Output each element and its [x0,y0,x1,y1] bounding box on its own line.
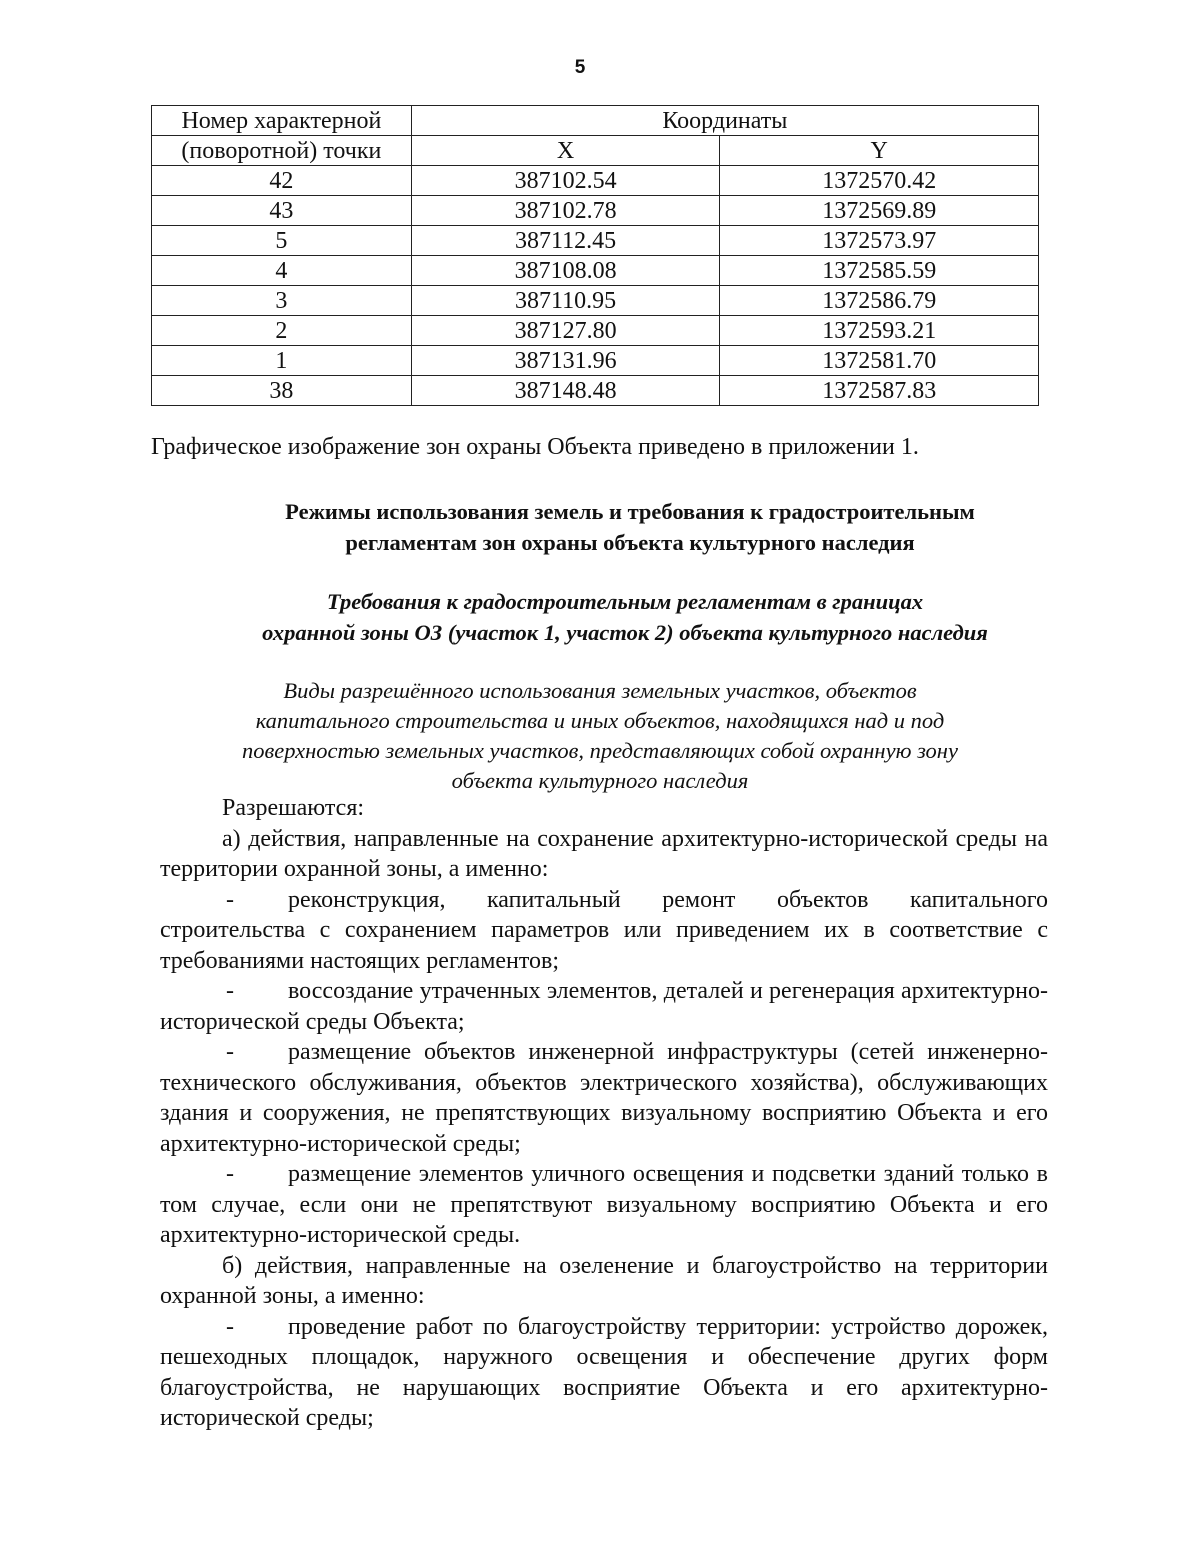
body-text [160,793,1048,1434]
cell-y: 1372586.79 [720,286,1039,316]
table-row [152,166,1039,196]
appendix-caption: Графическое изображение зон охраны Объекта приведено в приложении 1. [151,434,919,460]
usage-types-heading-line: объекта культурного наследия [451,768,749,793]
usage-types-heading-line: поверхностью земельных участков, представляющих собой охранную зону [242,738,958,763]
cell-x: 387148.48 [411,376,720,406]
list-item [160,1037,1048,1159]
cell-y: 1372587.83 [720,376,1039,406]
table-row [152,376,1039,406]
usage-types-heading [160,676,1040,796]
cell-point: 3 [152,286,412,316]
list-item-text: размещение объектов инженерной инфраструктуры (сетей инженерно- технического обслуживания, объектов электрического хозяйства), обслуживающих здания и сооружения, не препятствующих визуальному восприятию Объекта и его архитектурно-исторической среды; [160,1039,1048,1157]
dash-marker: - [226,1161,234,1187]
subsection-heading [150,586,1100,648]
list-item-text: воссоздание утраченных элементов, деталей и регенерация архитектурно-исторической среды Объекта; [160,978,1048,1035]
dash-marker: - [226,886,234,913]
cell-y: 1372569.89 [720,196,1039,226]
cell-y: 1372593.21 [720,316,1039,346]
cell-y: 1372585.59 [720,256,1039,286]
cell-point: 1 [152,346,412,376]
header-y: Y [720,136,1039,166]
cell-y: 1372581.70 [720,346,1039,376]
cell-x: 387108.08 [411,256,720,286]
cell-point: 4 [152,256,412,286]
header-coordinates: Координаты [411,106,1038,136]
cell-point: 43 [152,196,412,226]
section-heading-line: Режимы использования земель и требования к градостроительным [285,499,975,524]
header-point-line2: (поворотной) точки [152,136,412,166]
list-item-text: реконструкция, капитальный ремонт объектов капитального строительства с сохранением параметров или приведением их в соответствие с требованиями настоящих регламентов; [160,886,1048,974]
section-heading [150,496,1110,558]
subsection-heading-line: Требования к градостроительным регламентам в границах [326,589,924,614]
list-item-text: проведение работ по благоустройству территории: устройство дорожек, пешеходных площадок, наружного освещения и обеспечение других форм благоустройства, не нарушающих восприятие Объекта и его архитектурно-исторической среды; [160,1313,1048,1431]
subsection-heading-line: охранной зоны ОЗ (участок 1, участок 2) объекта культурного наследия [262,620,988,645]
page-number: 5 [574,57,586,78]
cell-x: 387102.54 [411,166,720,196]
usage-types-heading-line: Виды разрешённого использования земельных участков, объектов [283,678,917,703]
cell-point: 38 [152,376,412,406]
item-b: б) действия, направленные на озеленение и благоустройство на территории охранной зоны, а именно: [160,1252,1048,1309]
cell-x: 387127.80 [411,316,720,346]
cell-point: 5 [152,226,412,256]
cell-x: 387131.96 [411,346,720,376]
cell-y: 1372573.97 [720,226,1039,256]
table-row [152,286,1039,316]
section-heading-line: регламентам зон охраны объекта культурного наследия [345,530,915,555]
dash-marker: - [226,978,234,1004]
cell-x: 387102.78 [411,196,720,226]
cell-y: 1372570.42 [720,166,1039,196]
table-header-row [152,106,1039,136]
cell-x: 387110.95 [411,286,720,316]
list-item [160,976,1048,1037]
dash-marker: - [226,1313,234,1340]
list-item [160,1312,1048,1434]
header-x: X [411,136,720,166]
table-row [152,256,1039,286]
table-header-row [152,136,1039,166]
list-item-text: размещение элементов уличного освещения и подсветки зданий только в том случае, если они не препятствуют визуальному восприятию Объекта и его архитектурно-исторической среды. [160,1161,1048,1248]
table-row [152,316,1039,346]
cell-x: 387112.45 [411,226,720,256]
cell-point: 42 [152,166,412,196]
list-item [160,885,1048,977]
dash-marker: - [226,1039,234,1065]
list-item [160,1159,1048,1251]
table-row [152,226,1039,256]
cell-point: 2 [152,316,412,346]
coordinates-table [151,105,1039,406]
usage-types-heading-line: капитального строительства и иных объектов, находящихся над и под [255,708,945,733]
table-row [152,196,1039,226]
item-a: а) действия, направленные на сохранение архитектурно-исторической среды на территории охранной зоны, а именно: [160,825,1048,882]
table-row [152,346,1039,376]
allowed-label: Разрешаются: [222,795,365,821]
header-point-line1: Номер характерной [152,106,412,136]
